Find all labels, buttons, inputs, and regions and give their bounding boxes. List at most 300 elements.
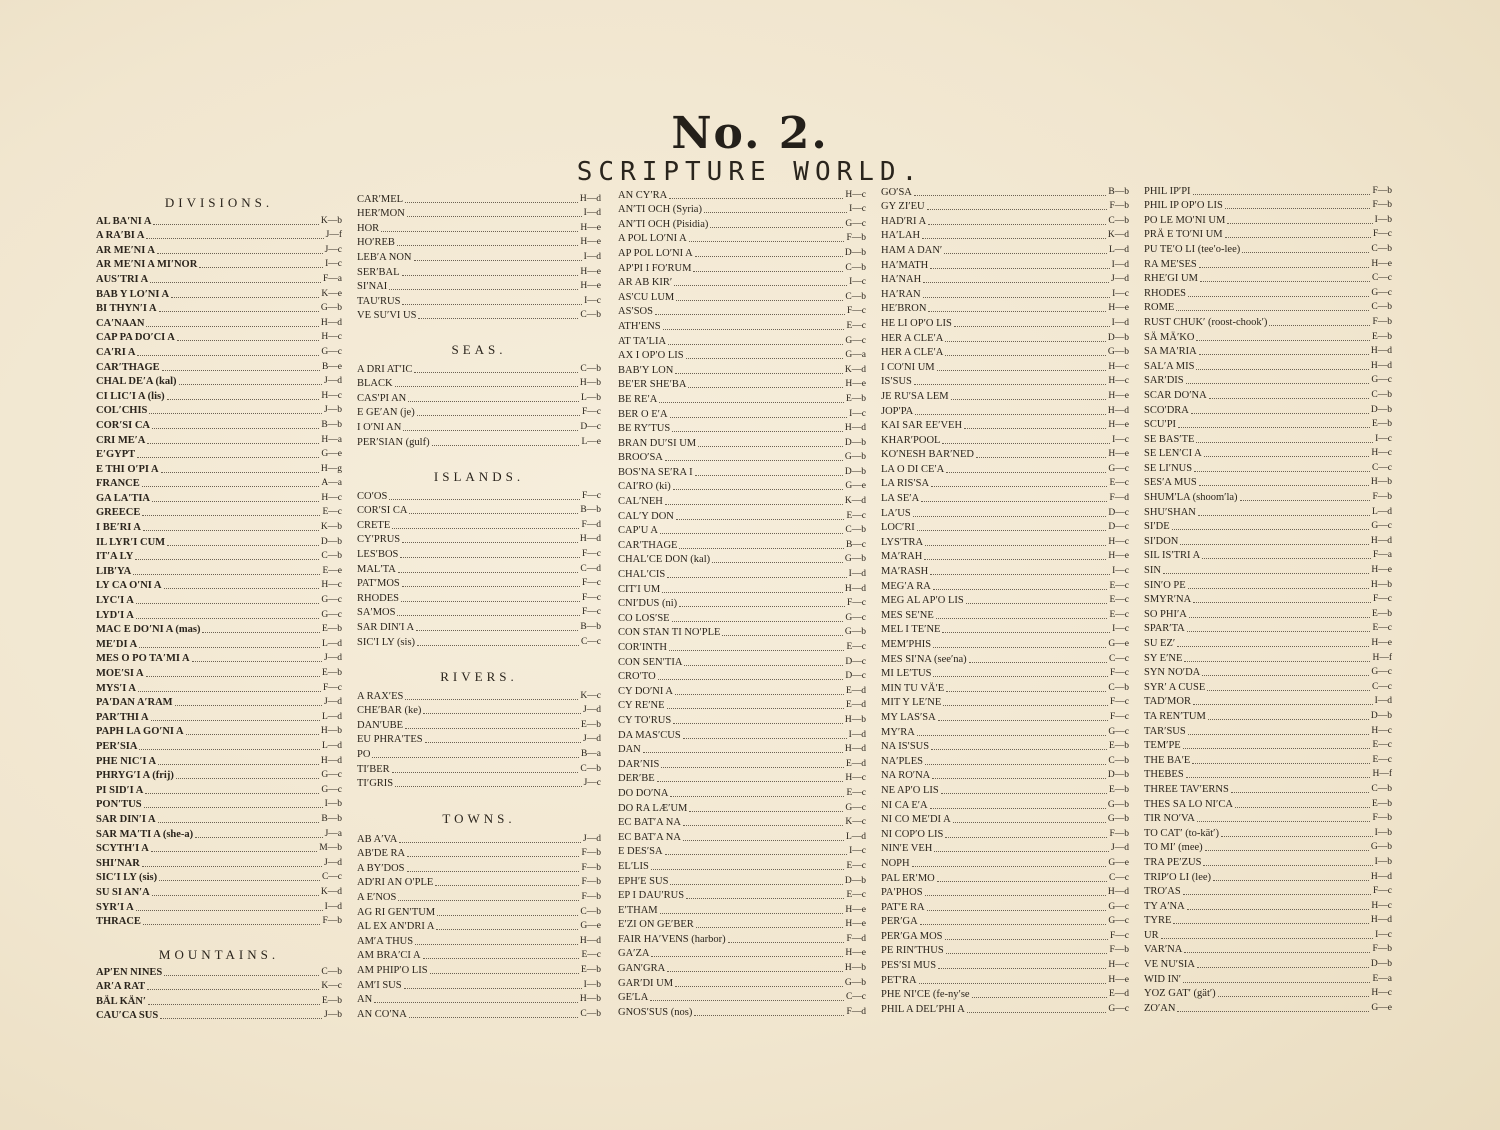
index-entry: [618, 566, 866, 581]
dot-leader: [164, 974, 319, 976]
place-name: E′GYPT: [96, 449, 136, 461]
place-name: TO MI′ (mee): [1144, 842, 1203, 854]
grid-reference: G—c: [321, 346, 342, 357]
place-name: PHE NIC′I A: [96, 755, 157, 767]
index-entry: [1144, 854, 1392, 869]
index-entry: [1144, 314, 1392, 329]
dot-leader: [167, 398, 320, 400]
dot-leader: [139, 748, 319, 750]
place-name: CON SEN′TIA: [618, 656, 683, 668]
place-name: AM′I SUS: [357, 979, 402, 991]
grid-reference: I—c: [1112, 566, 1129, 577]
place-name: TRIP′O LI (lee): [1144, 871, 1212, 883]
grid-reference: F—c: [847, 306, 866, 317]
dot-leader: [159, 310, 319, 312]
dot-leader: [1218, 995, 1370, 997]
grid-reference: H—c: [1371, 448, 1392, 459]
grid-reference: G—b: [844, 977, 866, 988]
dot-leader: [676, 299, 843, 301]
dot-leader: [712, 561, 843, 563]
place-name: SIC′I LY (sis): [357, 636, 416, 648]
grid-reference: E—e: [322, 565, 342, 576]
index-entry: [96, 768, 342, 783]
index-entry: [618, 931, 866, 946]
dot-leader: [942, 442, 1110, 444]
grid-reference: H—d: [320, 317, 342, 328]
grid-reference: L—d: [321, 740, 342, 751]
place-name: MEG AL AP′O LIS: [881, 595, 964, 607]
place-name: SIL IS′TRI A: [1144, 550, 1201, 562]
dot-leader: [933, 588, 1108, 590]
dot-leader: [651, 955, 843, 957]
index-entry: [357, 590, 601, 605]
index-entry: [1144, 227, 1392, 242]
grid-reference: F—b: [581, 891, 601, 902]
index-entry: [357, 220, 601, 235]
index-entry: [357, 992, 601, 1007]
dot-leader: [142, 865, 322, 867]
index-entry: [881, 622, 1129, 637]
grid-reference: D—c: [845, 671, 866, 682]
place-name: FAIR HA′VENS (harbor): [618, 933, 726, 945]
grid-reference: J—a: [324, 828, 342, 839]
place-name: BE′ER SHE′BA: [618, 379, 687, 391]
place-name: MES O PO TA′MI A: [96, 653, 190, 665]
place-name: THREE TAV′ERNS: [1144, 783, 1229, 795]
grid-reference: G—c: [1108, 1003, 1129, 1014]
dot-leader: [913, 515, 1107, 517]
dot-leader: [136, 617, 320, 619]
dot-leader: [1192, 762, 1370, 764]
dot-leader: [192, 660, 322, 662]
dot-leader: [1204, 455, 1370, 457]
place-name: NA′PLES: [881, 755, 923, 767]
index-entry: [96, 315, 342, 330]
index-entry: [881, 899, 1129, 914]
index-entry: [357, 308, 601, 323]
grid-reference: H—e: [845, 919, 866, 930]
dot-leader: [145, 792, 319, 794]
grid-reference: C—c: [580, 636, 601, 647]
grid-reference: H—e: [1108, 303, 1129, 314]
place-name: CY TO′RUS: [618, 714, 672, 726]
index-entry: [357, 390, 601, 405]
dot-leader: [1163, 572, 1370, 574]
place-name: DO DO′NA: [618, 787, 669, 799]
dot-leader: [146, 675, 320, 677]
place-name: LA′US: [881, 507, 911, 519]
place-name: MAC E DO′NI A (mas): [96, 624, 201, 636]
grid-reference: G—e: [1371, 1002, 1392, 1013]
place-name: BE RE′A: [618, 393, 658, 405]
dot-leader: [414, 371, 578, 373]
grid-reference: J—b: [324, 405, 342, 416]
dot-leader: [137, 456, 319, 458]
index-entry: [1144, 796, 1392, 811]
index-entry: [96, 549, 342, 564]
dot-leader: [695, 255, 843, 257]
dot-leader: [150, 281, 321, 283]
place-name: TEM′PE: [1144, 740, 1181, 752]
place-name: HO′REB: [357, 237, 395, 249]
dot-leader: [416, 629, 578, 631]
grid-reference: L—d: [1108, 244, 1129, 255]
dot-leader: [1197, 820, 1371, 822]
grid-reference: B—b: [321, 419, 342, 430]
place-name: DAR′NIS: [618, 758, 660, 770]
grid-reference: H—e: [580, 281, 601, 292]
dot-leader: [1183, 747, 1371, 749]
dot-leader: [945, 340, 1105, 342]
place-name: AG RI GEN′TUM: [357, 906, 436, 918]
dot-leader: [1205, 849, 1369, 851]
place-name: A E′NOS: [357, 891, 397, 903]
index-entry: [96, 563, 342, 578]
heading-seas: SEAS.: [451, 342, 507, 357]
seas-list: [357, 361, 601, 449]
place-name: COR′SI CA: [357, 505, 408, 517]
index-entry: [357, 1006, 601, 1021]
dot-leader: [967, 1011, 1107, 1013]
place-name: CAP′U A: [618, 525, 658, 537]
index-entry: [96, 811, 342, 826]
place-name: RA ME′SES: [1144, 258, 1197, 270]
dot-leader: [171, 296, 319, 298]
place-name: AB′DE RA: [357, 848, 406, 860]
index-entry: [618, 771, 866, 786]
place-name: TRA PE′ZUS: [1144, 856, 1202, 868]
grid-reference: C—b: [845, 291, 866, 302]
dot-leader: [670, 795, 844, 797]
place-name: HA′MATH: [881, 259, 929, 271]
dot-leader: [927, 909, 1107, 911]
place-name: SCYTH′I A: [96, 843, 149, 855]
index-entry: [1144, 913, 1392, 928]
index-entry: [96, 490, 342, 505]
index-entry: [96, 651, 342, 666]
grid-reference: C—b: [1371, 389, 1392, 400]
place-name: SIN: [1144, 565, 1161, 577]
index-entry: [881, 432, 1129, 447]
dot-leader: [1199, 353, 1369, 355]
dot-leader: [655, 313, 845, 315]
index-entry: [1144, 198, 1392, 213]
dot-leader: [933, 646, 1106, 648]
place-name: MI LE′TUS: [881, 668, 932, 680]
grid-reference: E—b: [580, 964, 601, 975]
grid-reference: M—b: [319, 843, 342, 854]
index-entry: [881, 826, 1129, 841]
dot-leader: [942, 631, 1110, 633]
place-name: EC BAT′A NA: [618, 831, 681, 843]
index-entry: [1144, 577, 1392, 592]
index-entry: [881, 870, 1129, 885]
towns-list-col4: [881, 184, 1129, 1016]
dot-leader: [136, 602, 320, 604]
place-name: KO′NESH BAR′NED: [881, 449, 974, 461]
grid-reference: C—d: [580, 563, 601, 574]
grid-reference: F—c: [1373, 886, 1392, 897]
place-name: PES′SI MUS: [881, 960, 937, 972]
index-entry: [881, 301, 1129, 316]
index-entry: [618, 421, 866, 436]
dot-leader: [972, 996, 1107, 998]
dot-leader: [186, 733, 319, 735]
dot-leader: [142, 514, 320, 516]
index-entry: [618, 537, 866, 552]
place-name: MEG′A RA: [881, 580, 931, 592]
place-name: NI COP′O LIS: [881, 828, 944, 840]
index-entry: [881, 505, 1129, 520]
place-name: RHODES: [357, 592, 400, 604]
grid-reference: J—d: [1111, 274, 1129, 285]
grid-reference: E—c: [846, 787, 866, 798]
place-name: FRANCE: [96, 478, 140, 490]
place-name: GAN′GRA: [618, 963, 666, 975]
place-name: GA′ZA: [618, 948, 650, 960]
index-entry: [357, 279, 601, 294]
index-entry: [357, 264, 601, 279]
heading-islands: ISLANDS.: [433, 469, 525, 484]
place-name: MES SI′NA (see′na): [881, 653, 967, 665]
grid-reference: G—c: [1108, 463, 1129, 474]
dot-leader: [658, 678, 844, 680]
place-name: CAR′THAGE: [618, 539, 678, 551]
dot-leader: [1209, 397, 1370, 399]
index-entry: [357, 561, 601, 576]
dot-leader: [657, 780, 844, 782]
grid-reference: H—d: [579, 935, 601, 946]
page-subtitle: SCRIPTURE WORLD.: [576, 157, 924, 187]
index-entry: [1144, 723, 1392, 738]
index-entry: [357, 977, 601, 992]
grid-reference: F—d: [846, 1006, 866, 1017]
dot-leader: [1199, 266, 1370, 268]
index-entry: [96, 505, 342, 520]
place-name: CAP PA DO′CI A: [96, 332, 175, 344]
place-name: LYS′TRA: [881, 536, 924, 548]
index-entry: [881, 651, 1129, 666]
grid-reference: I—d: [583, 208, 601, 219]
index-entry: [96, 622, 342, 637]
index-entry: [618, 435, 866, 450]
grid-reference: E—b: [321, 995, 342, 1006]
dot-leader: [689, 810, 843, 812]
grid-reference: C—c: [321, 872, 342, 883]
index-entry: [618, 362, 866, 377]
grid-reference: H—c: [321, 390, 342, 401]
index-entry: [96, 826, 342, 841]
dot-leader: [921, 500, 1107, 502]
towns-list-col2: [357, 831, 601, 1021]
grid-reference: D—b: [1107, 770, 1129, 781]
index-entry: [618, 669, 866, 684]
grid-reference: G—b: [320, 303, 342, 314]
place-name: GY ZI′EU: [881, 201, 925, 213]
index-entry: [881, 403, 1129, 418]
grid-reference: H—e: [580, 237, 601, 248]
index-entry: [96, 301, 342, 316]
grid-reference: I—d: [1111, 259, 1129, 270]
place-name: BOS′NA SE′RA I: [618, 466, 693, 478]
grid-reference: J—d: [324, 857, 342, 868]
dot-leader: [432, 444, 580, 446]
index-entry: [357, 919, 601, 934]
index-entry: [1144, 971, 1392, 986]
grid-reference: H—c: [1371, 988, 1392, 999]
index-entry: [618, 946, 866, 961]
place-name: PAPH LA GO′NI A: [96, 726, 184, 738]
place-name: SAR DIN′I A: [357, 621, 415, 633]
index-entry: [618, 187, 866, 202]
place-name: PA′PHOS: [881, 887, 923, 899]
dot-leader: [667, 576, 846, 578]
index-entry: [357, 717, 601, 732]
dot-leader: [917, 529, 1107, 531]
place-name: TAD′MOR: [1144, 696, 1191, 708]
place-name: SÄ MÄ′KO: [1144, 331, 1195, 343]
grid-reference: F—b: [322, 916, 342, 927]
grid-reference: G—a: [845, 350, 866, 361]
index-entry: [96, 330, 342, 345]
index-entry: [618, 742, 866, 757]
grid-reference: H—e: [580, 266, 601, 277]
place-name: MIT Y LE′NE: [881, 697, 942, 709]
place-name: TYRE: [1144, 915, 1172, 927]
place-name: COL′CHIS: [96, 405, 148, 417]
place-name: SYR′ A CUSE: [1144, 681, 1206, 693]
dot-leader: [1213, 879, 1369, 881]
index-entry: [618, 391, 866, 406]
grid-reference: B—b: [1108, 186, 1129, 197]
grid-reference: I—d: [848, 729, 866, 740]
index-entry: [96, 914, 342, 929]
dot-leader: [397, 614, 580, 616]
grid-reference: I—d: [324, 901, 342, 912]
place-name: CHAL′CIS: [618, 569, 666, 581]
dot-leader: [936, 617, 1108, 619]
dot-leader: [392, 771, 579, 773]
grid-reference: C—b: [1108, 755, 1129, 766]
dot-leader: [407, 215, 582, 217]
index-entry: [96, 738, 342, 753]
place-name: NIN′E VEH: [881, 843, 933, 855]
grid-reference: B—e: [321, 361, 342, 372]
dot-leader: [694, 1014, 844, 1016]
grid-reference: E—c: [1109, 609, 1129, 620]
dot-leader: [175, 704, 322, 706]
divisions-list: [96, 213, 342, 928]
grid-reference: I—c: [1112, 624, 1129, 635]
dot-leader: [1186, 382, 1370, 384]
dot-leader: [392, 527, 579, 529]
place-name: AD′RI AN O′PLE: [357, 877, 434, 889]
place-name: AN: [357, 994, 373, 1006]
dot-leader: [1196, 441, 1373, 443]
grid-reference: E—b: [1371, 798, 1392, 809]
index-entry: [881, 841, 1129, 856]
place-name: LEB′A NON: [357, 251, 412, 263]
index-entry: [881, 520, 1129, 535]
index-entry: [618, 596, 866, 611]
place-name: SE LEN′CI A: [1144, 448, 1202, 460]
rivers-list: [357, 688, 601, 790]
dot-leader: [1199, 484, 1369, 486]
grid-reference: L—e: [581, 436, 601, 447]
dot-leader: [397, 244, 579, 246]
grid-reference: H—e: [1371, 258, 1392, 269]
index-entry: [618, 377, 866, 392]
dot-leader: [1202, 557, 1371, 559]
index-entry: [618, 917, 866, 932]
dot-leader: [1188, 295, 1369, 297]
grid-reference: H—e: [845, 379, 866, 390]
place-name: AR ME′NI A MI′NOR: [96, 259, 198, 271]
dot-leader: [672, 430, 843, 432]
dot-leader: [1221, 835, 1373, 837]
index-entry: [618, 406, 866, 421]
index-entry: [618, 829, 866, 844]
grid-reference: C—b: [321, 551, 342, 562]
index-entry: [1144, 767, 1392, 782]
place-name: LES′BOS: [357, 548, 399, 560]
index-entry: [1144, 956, 1392, 971]
place-name: A POL LO′NI A: [618, 233, 687, 245]
grid-reference: H—d: [844, 423, 866, 434]
grid-reference: I—c: [325, 259, 342, 270]
index-entry: [96, 519, 342, 534]
index-entry: [96, 636, 342, 651]
place-name: TA REN′TUM: [1144, 710, 1206, 722]
dot-leader: [938, 967, 1106, 969]
index-entry: [96, 993, 342, 1008]
grid-reference: H—f: [1372, 769, 1392, 780]
place-name: AS′SOS: [618, 306, 653, 318]
index-entry: [881, 563, 1129, 578]
place-name: SAR′DIS: [1144, 375, 1184, 387]
grid-reference: D—b: [844, 466, 866, 477]
place-name: CAU′CA SUS: [96, 1010, 159, 1022]
grid-reference: I—d: [848, 569, 866, 580]
dot-leader: [179, 383, 322, 385]
index-entry: [881, 578, 1129, 593]
place-name: HAD′RI A: [881, 215, 927, 227]
index-entry: [618, 523, 866, 538]
grid-reference: H—e: [1108, 420, 1129, 431]
dot-leader: [402, 541, 578, 543]
dot-leader: [395, 385, 578, 387]
index-entry: [618, 202, 866, 217]
place-name: SES′A MUS: [1144, 477, 1197, 489]
place-name: BAB Y LO′NI A: [96, 288, 170, 300]
grid-reference: H—e: [1108, 551, 1129, 562]
index-entry: [881, 1001, 1129, 1016]
place-name: SAL′A MIS: [1144, 360, 1195, 372]
dot-leader: [147, 442, 319, 444]
place-name: THE BA′E: [1144, 754, 1191, 766]
grid-reference: J—d: [324, 376, 342, 387]
grid-reference: H—c: [321, 492, 342, 503]
place-name: LYD′I A: [96, 609, 134, 621]
dot-leader: [928, 310, 1106, 312]
grid-reference: L—d: [845, 831, 866, 842]
grid-reference: F—b: [1109, 945, 1129, 956]
index-entry: [96, 286, 342, 301]
index-entry: [96, 228, 342, 243]
place-name: SO PHI′A: [1144, 608, 1187, 620]
place-name: SMYR′NA: [1144, 594, 1192, 606]
index-entry: [1144, 840, 1392, 855]
